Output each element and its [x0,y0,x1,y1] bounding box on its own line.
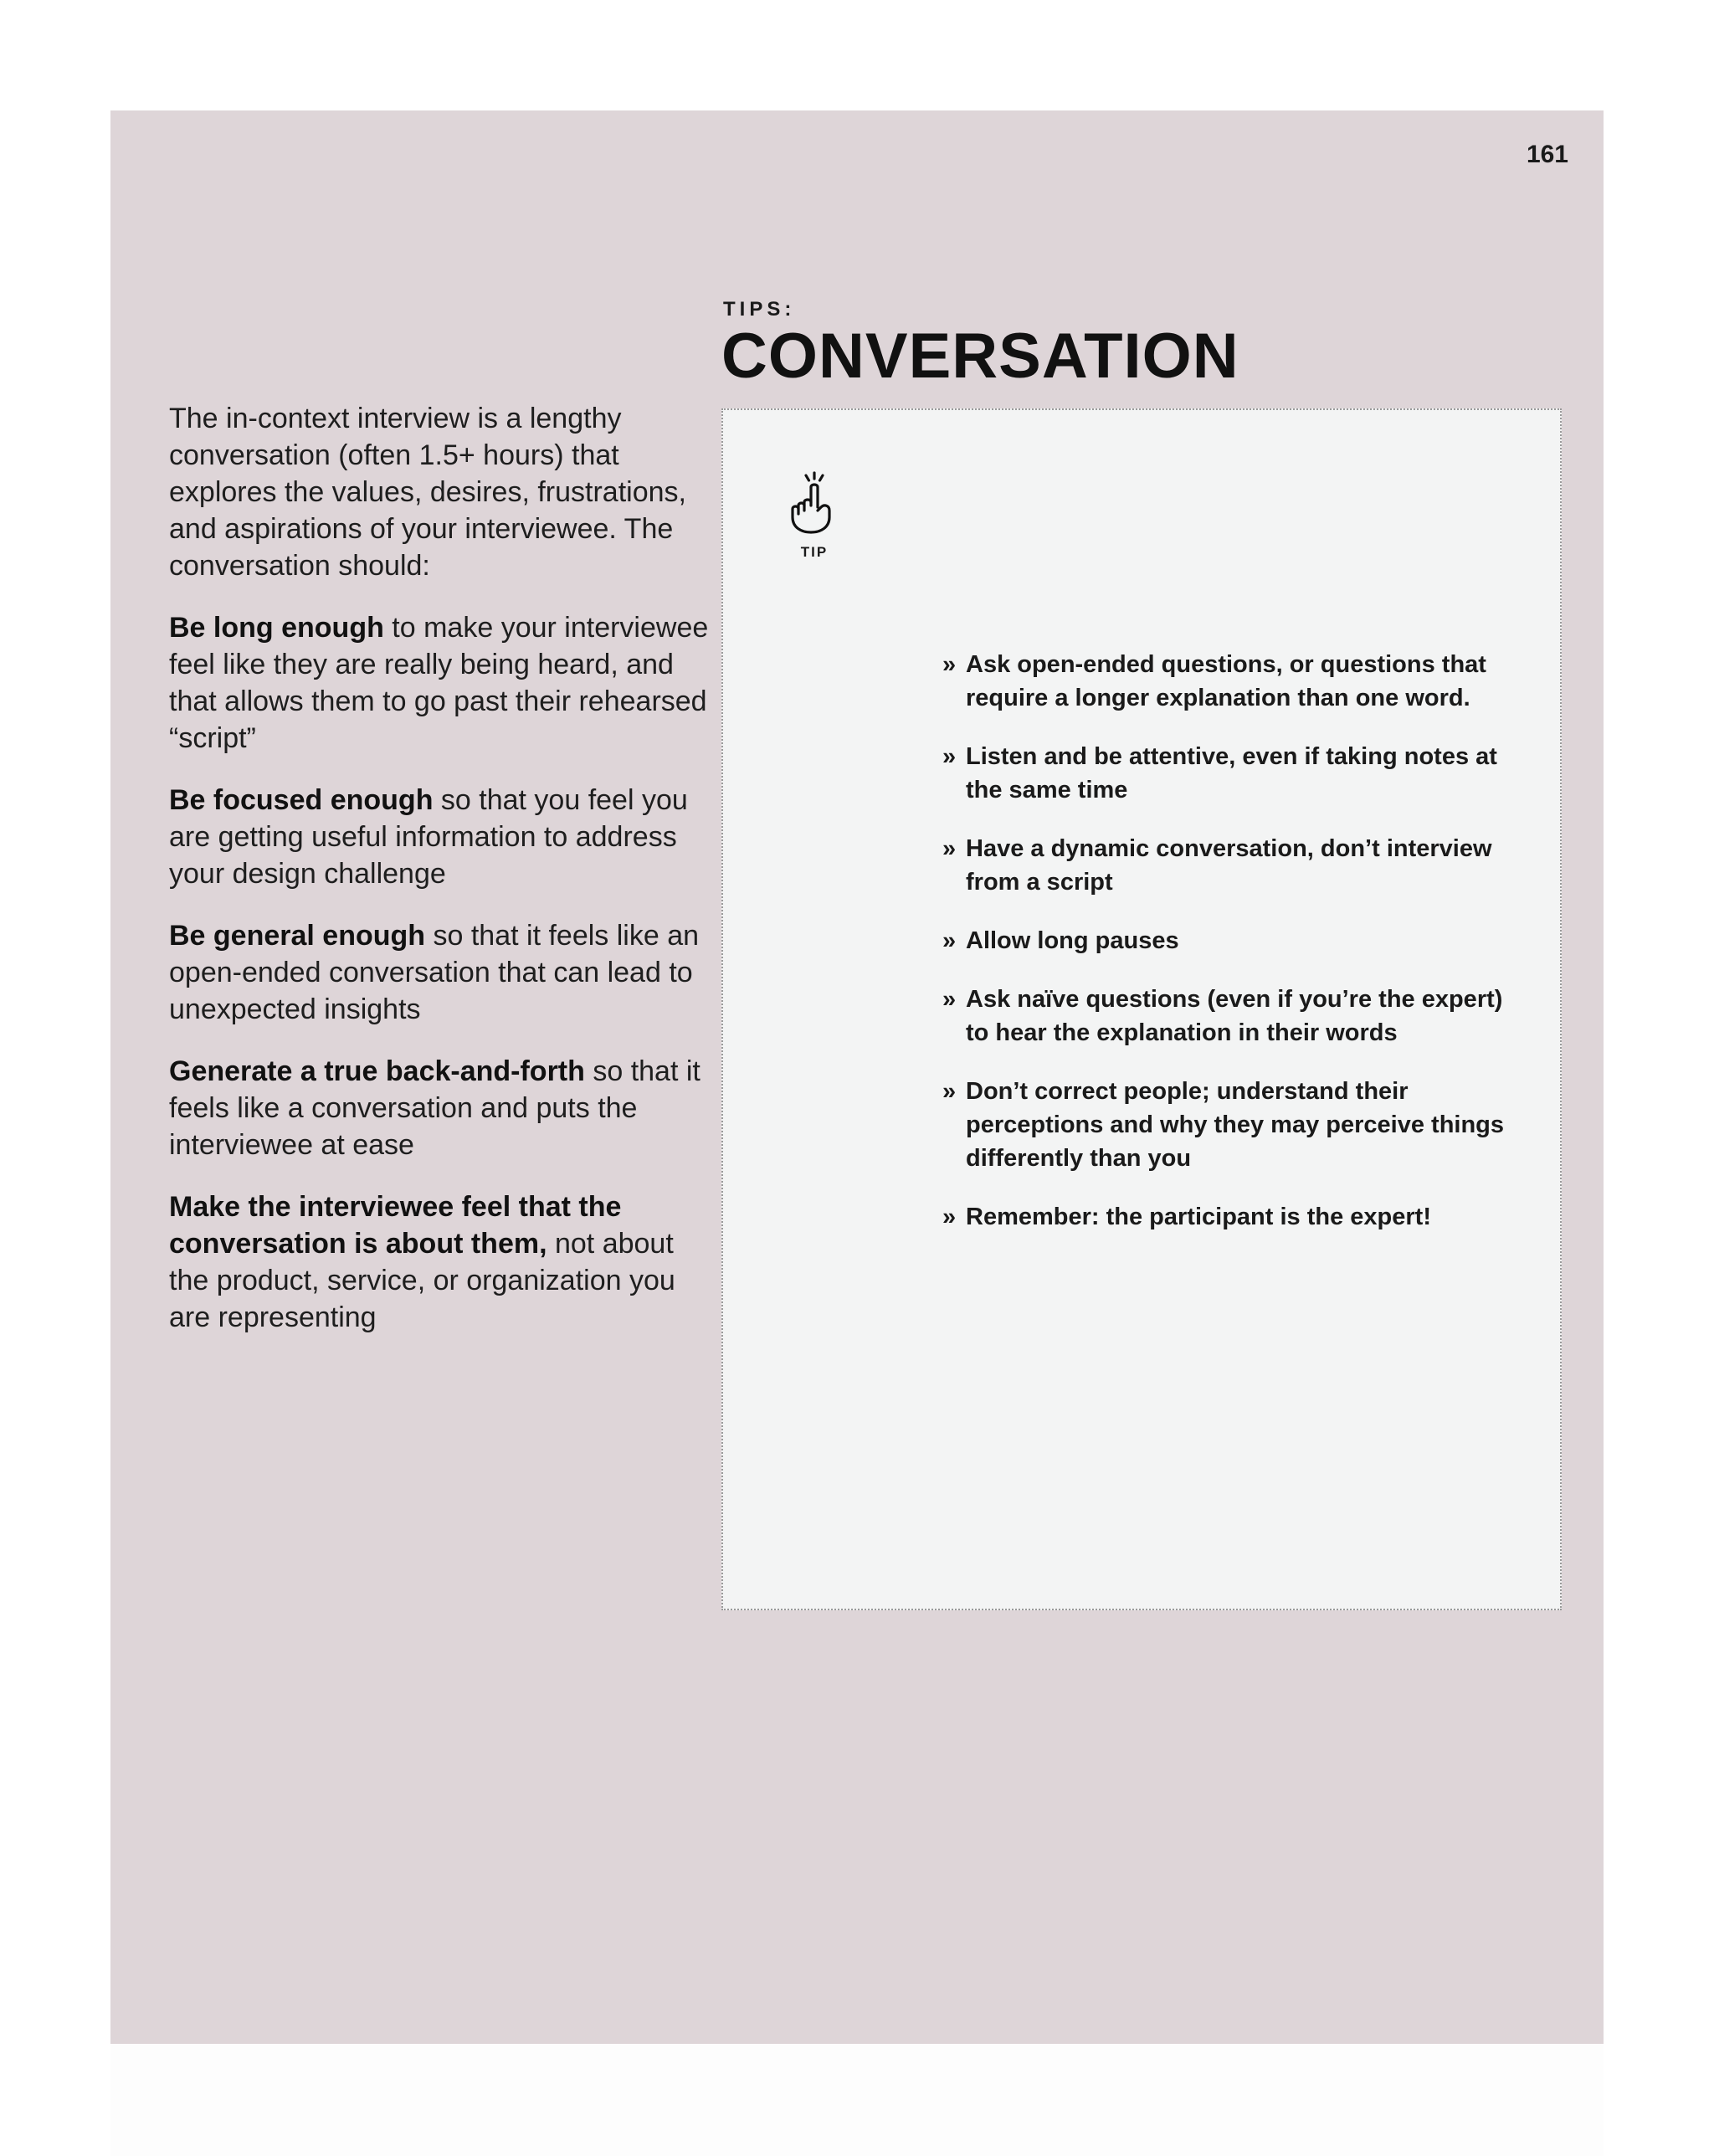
tip-item [942,1200,1528,1234]
guideline-heading: Be focused enough [169,784,434,816]
tip-item [942,924,1528,957]
guideline-heading: Be general enough [169,920,426,952]
tip-box [721,408,1562,1610]
guideline-text: to make your interviewee feel like they are really being heard, and that allows them to go past their rehearsed “script” [169,612,709,754]
bullet-glyph: » [942,1078,957,1105]
tip-item-text: Ask open-ended questions, or questions that require a longer explanation than one word. [966,651,1486,711]
tip-item [942,740,1528,807]
guideline-heading: Be long enough [169,612,384,644]
tip-icon-label: TIP [800,544,829,560]
page-title: CONVERSATION [721,321,1239,392]
tip-item-text: Ask naïve questions (even if you’re the expert) to hear the explanation in their words [966,986,1503,1046]
guideline-focused-enough [169,782,713,892]
bullet-glyph: » [942,1204,957,1230]
guideline-text: so that it feels like an open-ended conversation that can lead to unexpected insights [169,920,700,1025]
bullet-glyph: » [942,986,957,1013]
tip-item-text: Listen and be attentive, even if taking notes at the same time [966,743,1497,803]
guideline-general-enough [169,917,713,1028]
guideline-long-enough [169,609,713,757]
tip-item-text: Have a dynamic conversation, don’t interview from a script [966,835,1492,896]
guideline-heading: Generate a true back-and-forth [169,1055,585,1087]
tip-list [942,648,1528,1259]
guideline-text: so that it feels like a conversation and puts the interviewee at ease [169,1055,700,1161]
bullet-glyph: » [942,835,957,862]
guideline-heading: Make the interviewee feel that the conversation is about them, [169,1191,622,1260]
guideline-text: not about the product, service, or organization you are representing [169,1228,675,1333]
bullet-glyph: » [942,927,957,954]
pointing-finger-icon [785,470,844,536]
guideline-about-them [169,1188,713,1336]
tip-item-text: Don’t correct people; understand their perceptions and why they may perceive things differently than you [966,1078,1505,1172]
tip-item [942,648,1528,715]
section-label: TIPS: [723,298,796,321]
page-number: 161 [1526,141,1568,168]
book-page [110,110,1604,2044]
intro-column [169,400,713,1361]
tip-item [942,983,1528,1050]
tip-item-text: Remember: the participant is the expert! [966,1204,1431,1230]
intro-paragraph: The in-context interview is a lengthy conversation (often 1.5+ hours) that explores the values, desires, frustrations, and aspirations of your interviewee. The conversation should: [169,403,686,582]
tip-badge [785,470,844,561]
tip-item [942,832,1528,899]
guideline-back-and-forth [169,1053,713,1163]
page-bottom-margin [110,2044,1604,2156]
tip-item-text: Allow long pauses [966,927,1179,954]
tip-item [942,1075,1528,1175]
guideline-text: so that you feel you are getting useful information to address your design challenge [169,784,688,890]
bullet-glyph: » [942,651,957,678]
bullet-glyph: » [942,743,957,770]
